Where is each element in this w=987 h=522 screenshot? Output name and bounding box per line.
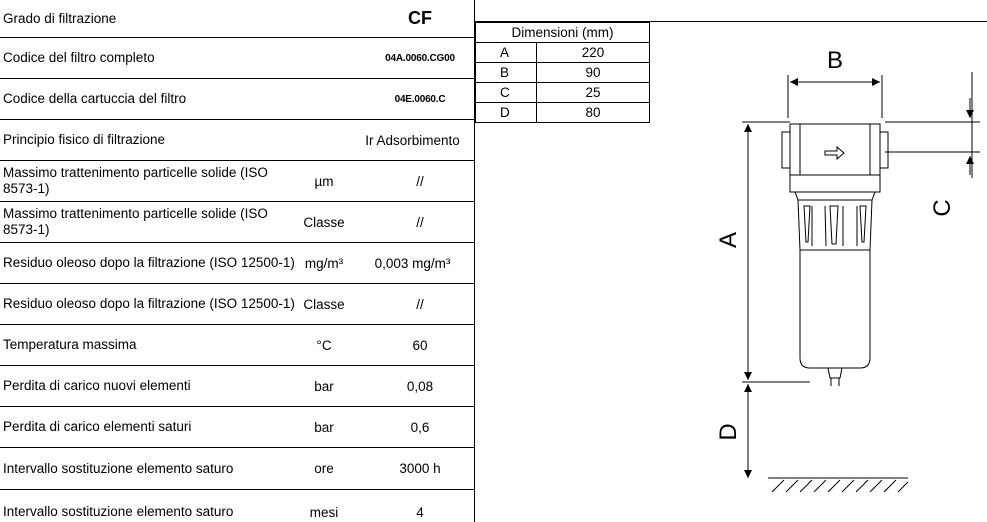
spec-value: 04E.0060.C xyxy=(394,93,446,105)
spec-unit: ore xyxy=(314,461,334,476)
spec-value: // xyxy=(416,296,424,312)
spec-label: Intervallo sostituzione elemento saturo xyxy=(3,460,234,476)
spec-label: Grado di filtrazione xyxy=(3,10,117,26)
spec-row-oil-class xyxy=(0,284,475,325)
label-b: B xyxy=(826,47,844,74)
dimension-b xyxy=(788,47,882,118)
spec-label: Intervallo sostituzione elemento saturo xyxy=(3,504,234,519)
spec-unit: mg/m³ xyxy=(304,255,344,271)
ground-hatching xyxy=(768,478,908,492)
dimensions-row xyxy=(476,43,650,63)
spec-label: Codice del filtro completo xyxy=(3,50,155,65)
dimension-value: 25 xyxy=(537,83,650,103)
spec-value: 0,003 mg/m³ xyxy=(374,255,451,271)
spec-value: 0,6 xyxy=(410,419,430,435)
spec-row-interval-months xyxy=(0,490,475,522)
spec-unit: mesi xyxy=(309,505,339,520)
spec-row-filtration-grade xyxy=(0,0,475,38)
dimension-key: C xyxy=(476,83,537,103)
label-c: C xyxy=(929,199,956,217)
spec-label: Principio fisico di filtrazione xyxy=(3,132,166,147)
spec-value: CF xyxy=(408,8,432,28)
dimension-key: D xyxy=(476,103,537,123)
spec-value: // xyxy=(416,214,424,230)
spec-value: 0,08 xyxy=(406,378,434,394)
spec-label: Massimo trattenimento particelle solide (ISO 8573-1) xyxy=(3,165,268,196)
filter-bowl-guard xyxy=(798,200,872,250)
dimension-value: 90 xyxy=(537,63,650,83)
right-arrow-icon xyxy=(825,147,844,159)
spec-row-interval-hours xyxy=(0,448,475,490)
spec-value: 60 xyxy=(412,337,428,353)
spec-row-pressure-saturated xyxy=(0,407,475,448)
dimension-value: 80 xyxy=(537,103,650,123)
dimension-key: A xyxy=(476,43,537,63)
label-d: D xyxy=(715,423,742,441)
spec-row-filter-code xyxy=(0,38,475,79)
dimensions-row xyxy=(476,83,650,103)
filter-drawing xyxy=(700,40,980,510)
filter-head xyxy=(782,124,888,200)
spec-row-cartridge-code xyxy=(0,79,475,120)
spec-label: Perdita di carico nuovi elementi xyxy=(3,378,191,393)
dimension-c xyxy=(885,72,980,217)
spec-label: Codice della cartuccia del filtro xyxy=(3,91,187,106)
spec-value: Ir Adsorbimento xyxy=(365,132,460,148)
dimensions-table xyxy=(475,22,650,123)
spec-row-max-temp xyxy=(0,325,475,366)
spec-unit: °C xyxy=(316,337,332,353)
dimension-a xyxy=(715,122,790,380)
dimension-d xyxy=(715,382,810,478)
spec-row-principle xyxy=(0,120,475,161)
spec-table xyxy=(0,0,475,522)
dimensions-row xyxy=(476,63,650,83)
spec-label: Residuo oleoso dopo la filtrazione (ISO 12500-1) xyxy=(3,296,295,311)
filter-bowl xyxy=(800,250,870,386)
dimensions-title: Dimensioni (mm) xyxy=(476,23,650,43)
label-a: A xyxy=(715,231,742,249)
spec-row-particles-class xyxy=(0,202,475,243)
spec-unit: bar xyxy=(314,378,334,394)
spec-unit: Classe xyxy=(303,214,345,230)
dimension-value: 220 xyxy=(537,43,650,63)
spec-unit: bar xyxy=(314,419,334,435)
spec-value: 04A.0060.CG00 xyxy=(385,52,455,64)
spec-label: Massimo trattenimento particelle solide (ISO 8573-1) xyxy=(3,206,268,237)
spec-value: // xyxy=(416,173,424,189)
spec-label: Perdita di carico elementi saturi xyxy=(3,419,192,434)
spec-label: Temperatura massima xyxy=(3,337,137,352)
spec-value: 3000 h xyxy=(399,461,441,476)
spec-row-particles-um xyxy=(0,161,475,202)
spec-row-pressure-new xyxy=(0,366,475,407)
spec-unit: Classe xyxy=(303,296,345,312)
dimension-key: B xyxy=(476,63,537,83)
spec-label: Residuo oleoso dopo la filtrazione (ISO 12500-1) xyxy=(3,255,295,270)
dimensions-row xyxy=(476,103,650,123)
spec-value: 4 xyxy=(416,505,424,520)
spec-unit: µm xyxy=(314,173,334,189)
dimensions-header xyxy=(476,23,650,43)
spec-row-oil-mg xyxy=(0,243,475,284)
